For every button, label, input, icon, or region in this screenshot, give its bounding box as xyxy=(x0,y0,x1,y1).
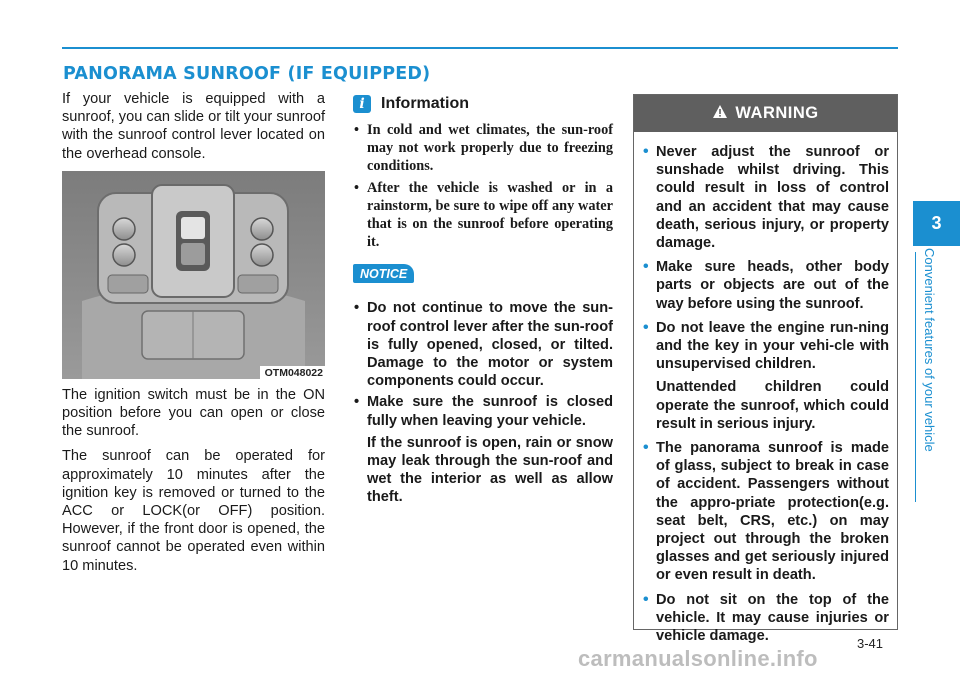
warning-header xyxy=(634,95,897,132)
overhead-console-illustration xyxy=(62,171,325,379)
info-notice-column xyxy=(353,95,613,510)
warning-item-2: • Make sure heads, other body parts or objects are out of the way before using the sunroof. xyxy=(656,258,889,313)
information-item: • After the vehicle is washed or in a rainstorm, be sure to wipe off any water that is on the sunroof before operating it. xyxy=(353,179,613,252)
warning-list xyxy=(634,132,897,645)
overhead-console-photo xyxy=(62,171,325,379)
warning-item-3 xyxy=(656,319,889,433)
information-list xyxy=(353,121,613,251)
information-title: Information xyxy=(381,95,469,112)
watermark: carmanualsonline.info xyxy=(578,646,818,671)
page-number: 3-41 xyxy=(857,636,884,651)
information-header xyxy=(353,95,613,113)
section-title: PANORAMA SUNROOF (IF EQUIPPED) xyxy=(63,64,431,84)
intro-paragraph-3: The sunroof can be operated for approximately 10 minutes after the ignition key is removed or turned to the ACC or LOCK(or OFF) position. However, if the front door is opened, the sunroof cannot be operated even within 10 minutes. xyxy=(62,448,325,574)
warning-item-3-text: Do not leave the engine run-ning and the key in your vehi-cle with unsupervised children. xyxy=(656,319,889,373)
warning-item-3-detail: Unattended children could operate the sunroof, which could result in serious injury. xyxy=(656,379,889,432)
notice-item-2 xyxy=(353,393,613,506)
intro-paragraph-2: The ignition switch must be in the ON position before you can open or close the sunroof. xyxy=(62,386,325,440)
notice-item-2-text: Make sure the sunroof is closed fully when leaving your vehicle. xyxy=(367,394,613,429)
notice-item-1-text: Do not continue to move the sun-roof control lever after the sun-roof is fully opened, closed, or tilted. Damage to the motor or system components could occur. xyxy=(367,300,613,390)
info-icon: i xyxy=(353,95,371,113)
notice-item-2-detail: If the sunroof is open, rain or snow may leak through the sun-roof and wet the interior as well as allow theft. xyxy=(367,434,613,506)
header-rule xyxy=(62,47,898,49)
chapter-side-rule xyxy=(915,252,916,502)
notice-item-1 xyxy=(353,299,613,390)
warning-item-1: • Never adjust the sunroof or sunshade whilst driving. This could result in loss of control and an accident that may cause death, serious injury, or property damage. xyxy=(656,143,889,252)
photo-code: OTM048022 xyxy=(260,366,325,379)
warning-item-5: • Do not sit on the top of the vehicle. It may cause injuries or vehicle damage. xyxy=(656,591,889,646)
notice-list xyxy=(353,299,613,506)
intro-column xyxy=(62,90,325,582)
information-item: • In cold and wet climates, the sun-roof may not work properly due to freezing conditions. xyxy=(353,121,613,176)
warning-item-4: • The panorama sunroof is made of glass, subject to break in case of accident. Passengers without the appro-priate protection(e.g. seat belt, CRS, etc.) on may project out through the broken glasses and get seriously injured or even result in death. xyxy=(656,439,889,585)
intro-paragraph-1: If your vehicle is equipped with a sunroof, you can slide or tilt your sunroof with the sunroof control lever located on the overhead console. xyxy=(62,91,325,162)
chapter-title: Convenient features of your vehicle xyxy=(922,248,937,452)
chapter-tab: 3 xyxy=(913,201,960,246)
notice-label: NOTICE xyxy=(353,264,414,283)
warning-title: WARNING xyxy=(735,104,819,122)
warning-triangle-icon xyxy=(712,104,728,124)
